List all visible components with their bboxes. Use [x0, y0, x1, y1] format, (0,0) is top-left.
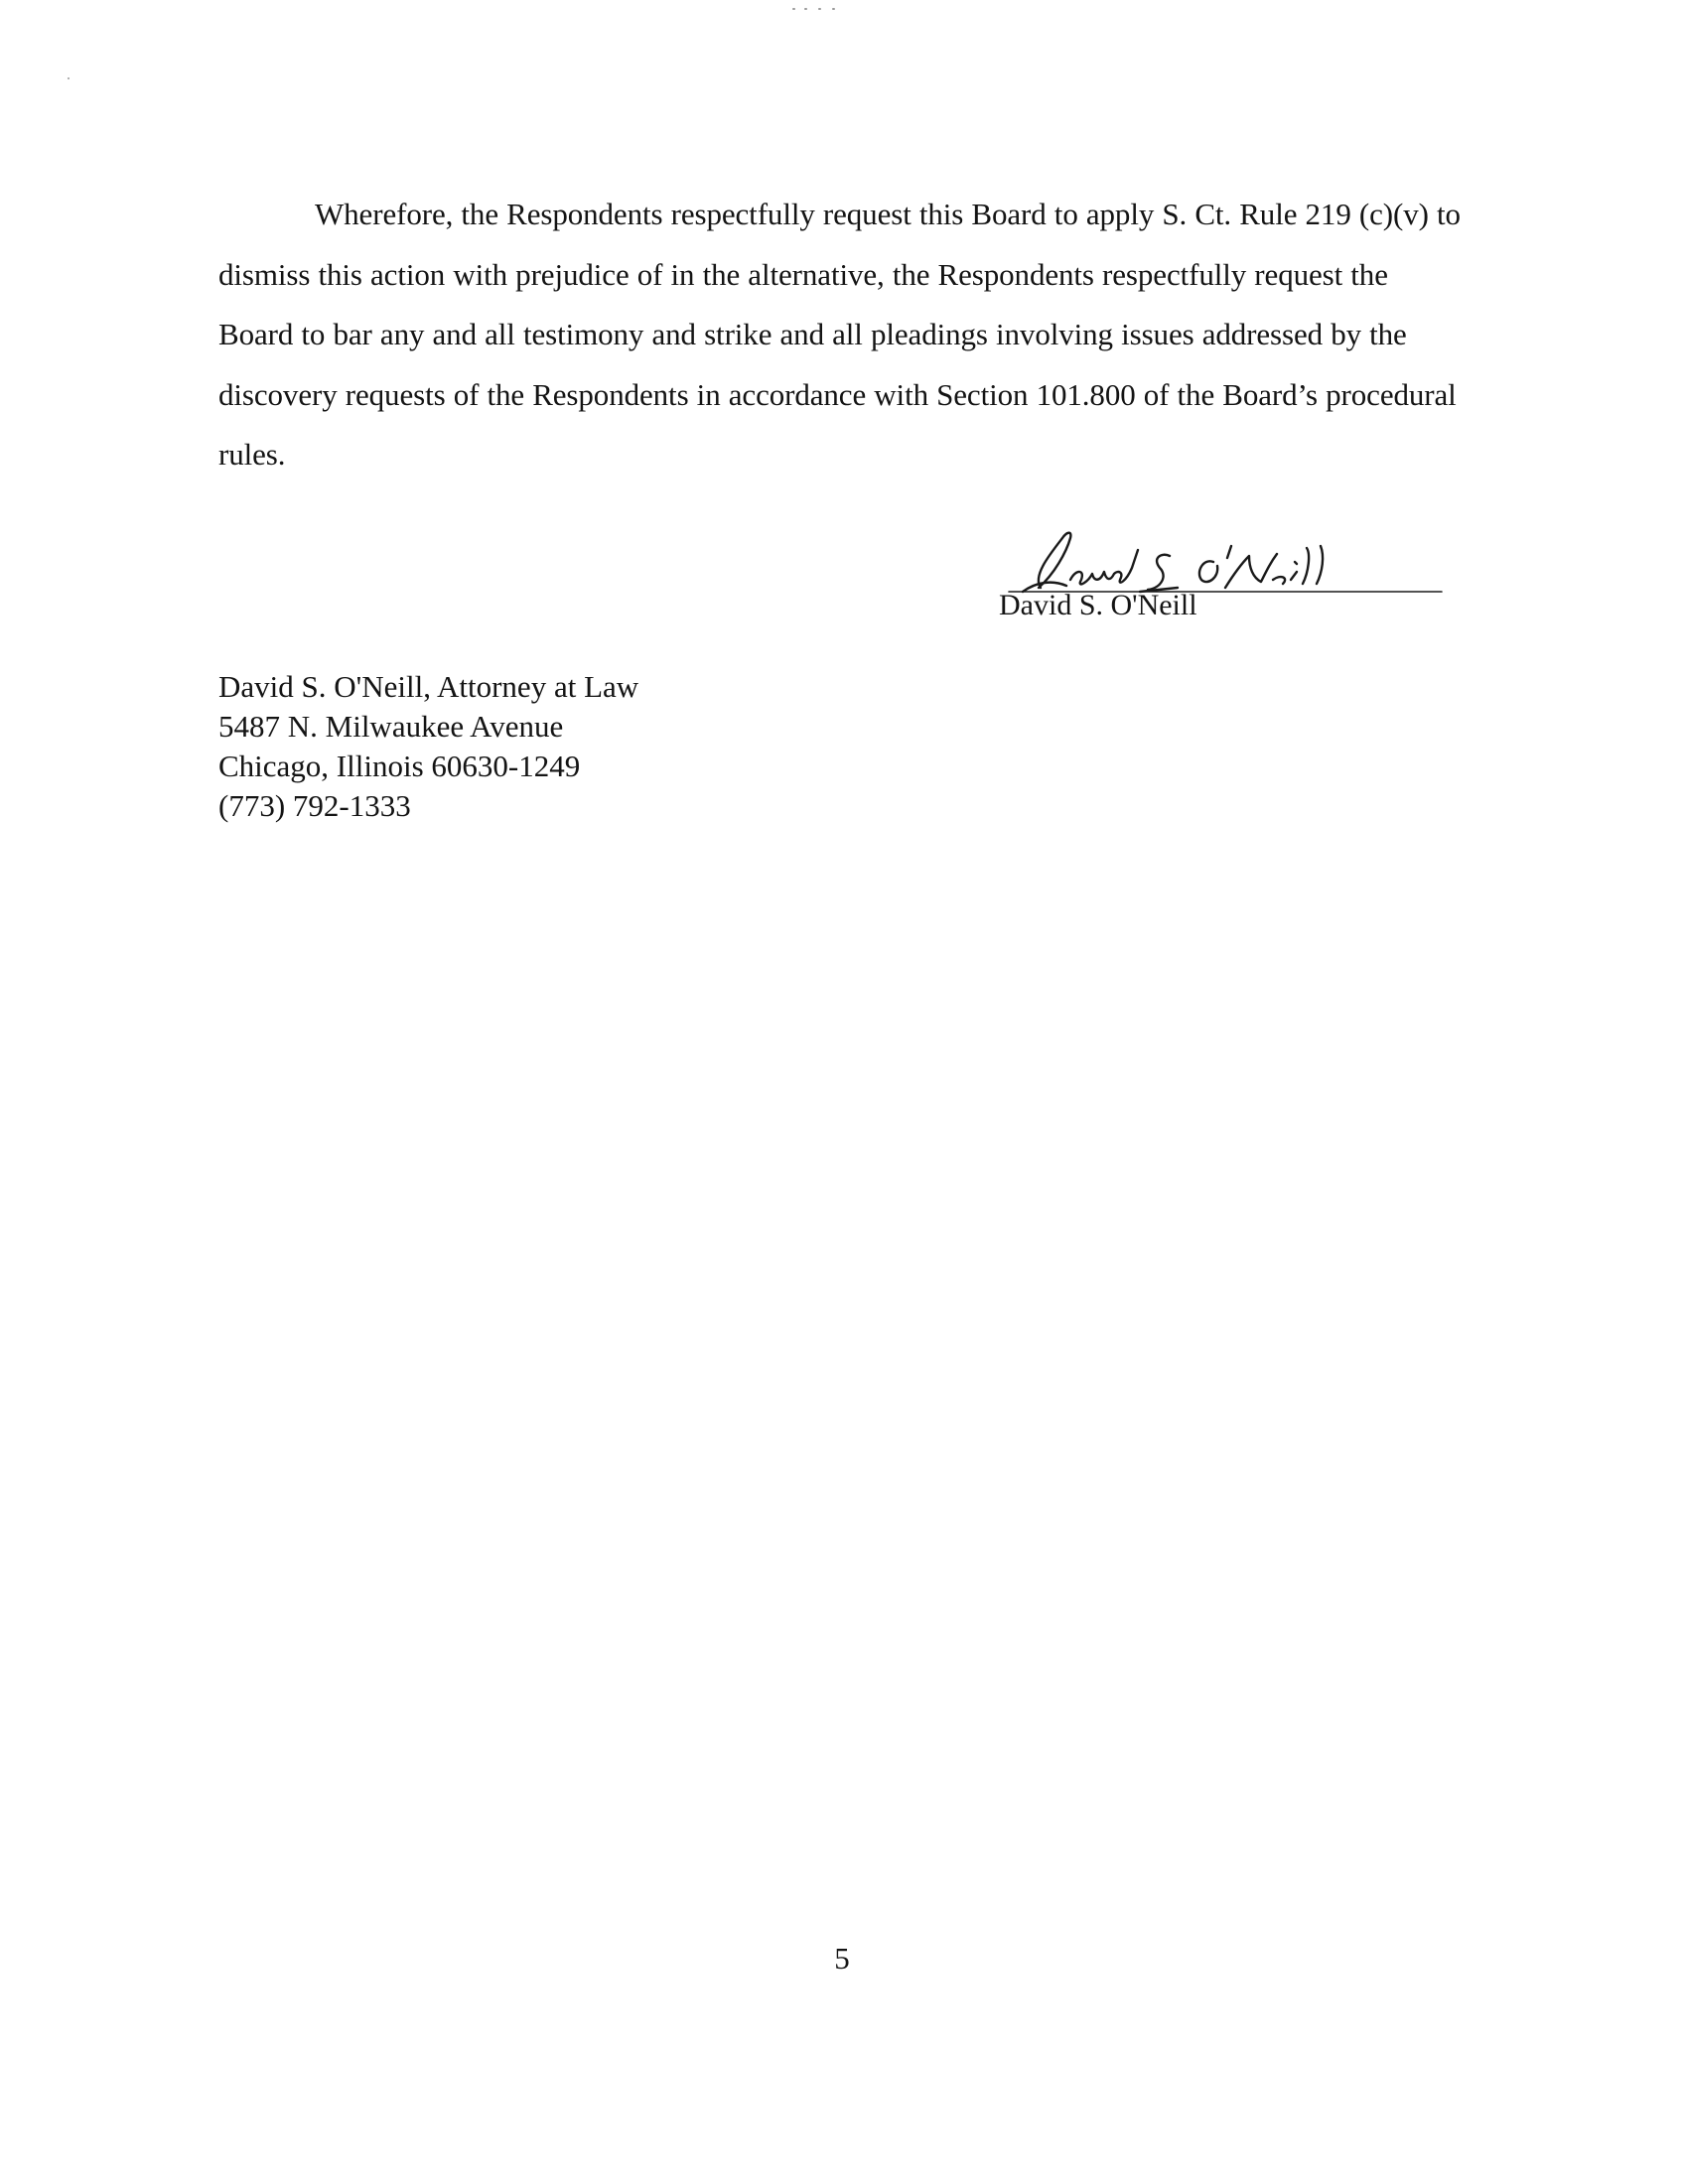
scan-artifact — [818, 8, 821, 10]
scan-artifact — [832, 8, 835, 10]
body-paragraph: Wherefore, the Respondents respectfully request this Board to apply S. Ct. Rule 219 (c)(v) to dismiss this action with prejudice of in the alternative, the Respondents respectfully request the Board to bar any and all testimony and strike and all pleadings involving issues addressed by the discovery requests of the Respondents in accordance with Section 101.800 of the Board’s procedural rules. — [218, 197, 1461, 472]
address-line: Chicago, Illinois 60630-1249 — [218, 749, 581, 783]
attorney-address-block — [218, 667, 638, 826]
signer-printed-name: David S. O'Neill — [999, 589, 1197, 621]
page-number: 5 — [834, 1941, 850, 1976]
scan-artifact — [792, 8, 795, 10]
address-line: 5487 N. Milwaukee Avenue — [218, 709, 564, 744]
scan-artifact — [804, 8, 807, 10]
signature-block — [993, 516, 1450, 635]
address-line: David S. O'Neill, Attorney at Law — [218, 669, 639, 704]
address-line: (773) 792-1333 — [218, 788, 411, 823]
scan-artifact — [68, 77, 70, 79]
